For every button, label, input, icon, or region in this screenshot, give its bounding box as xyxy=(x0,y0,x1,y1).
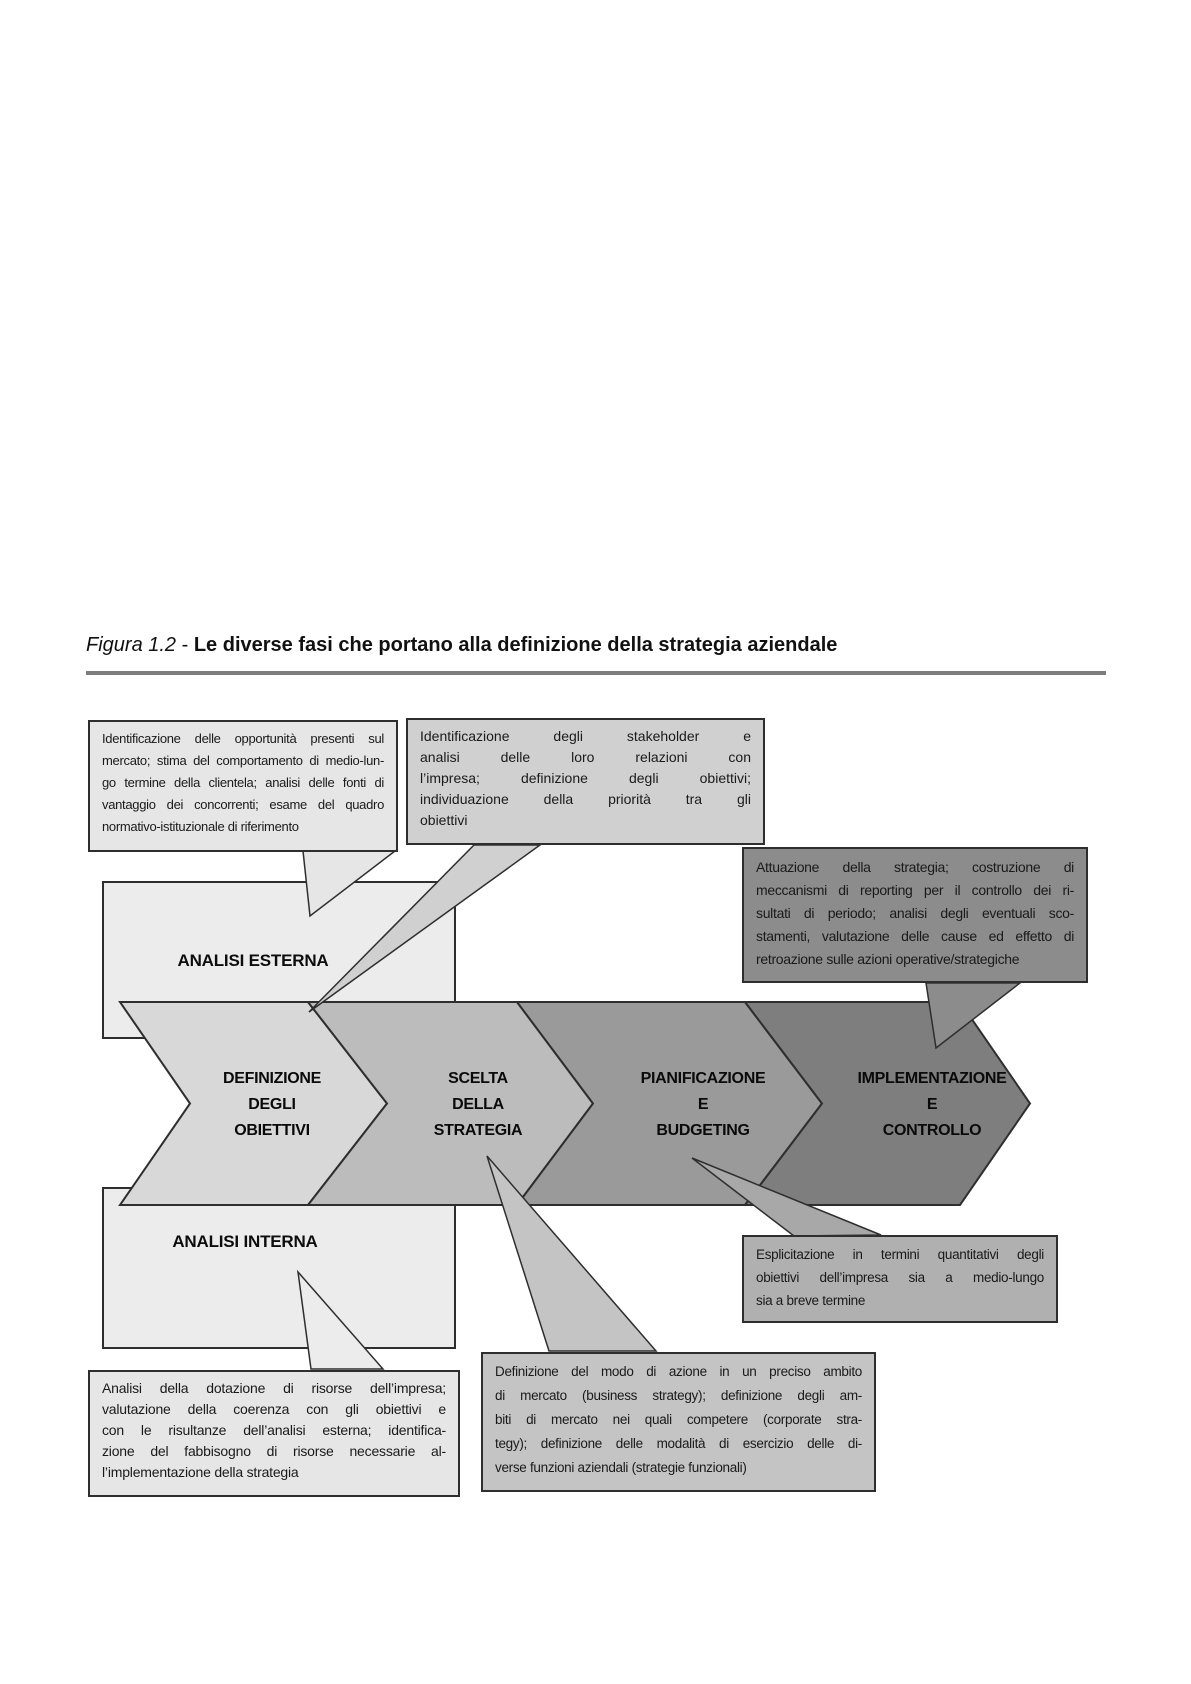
phase-label-implementazione-controllo xyxy=(812,1066,1052,1144)
callout-line: vantaggio dei concorrenti; esame del quadro xyxy=(102,797,384,812)
callout-implementation-control xyxy=(742,847,1088,983)
callout-line: biti di mercato nei quali competere (corporate stra- xyxy=(495,1412,862,1427)
callout-line: con le risultanze dell’analisi esterna; identifica- xyxy=(102,1422,446,1438)
callout-line: stamenti, valutazione delle cause ed effetto di xyxy=(756,928,1074,944)
callout-line: individuazione della priorità tra gli xyxy=(420,791,751,807)
callout-line: valutazione della coerenza con gli obiettivi e xyxy=(102,1401,446,1417)
callout-line: Definizione del modo di azione in un preciso ambito xyxy=(495,1364,862,1379)
callout-line: tegy); definizione delle modalità di esercizio delle di- xyxy=(495,1436,862,1451)
callout-line: Esplicitazione in termini quantitativi degli xyxy=(756,1247,1044,1262)
phase-line: OBIETTIVI xyxy=(234,1122,310,1139)
callout-line: Identificazione delle opportunità presenti sul xyxy=(102,731,384,746)
callout-external-analysis xyxy=(88,720,398,852)
callout-line: Identificazione degli stakeholder e xyxy=(420,728,751,744)
phase-label-scelta-strategia xyxy=(358,1066,598,1144)
phase-line: STRATEGIA xyxy=(433,1122,523,1139)
phase-label-definizione-obiettivi xyxy=(152,1066,392,1144)
phase-line: DEFINIZIONE xyxy=(222,1070,322,1087)
phase-line: DEGLI xyxy=(248,1096,296,1113)
callout-line: di mercato (business strategy); definizione degli am- xyxy=(495,1388,862,1403)
figure-caption-separator: - xyxy=(176,634,194,656)
phase-line: E xyxy=(697,1096,709,1113)
figure-caption-title: Le diverse fasi che portano alla definizione della strategia aziendale xyxy=(193,634,838,656)
callout-line: verse funzioni aziendali (strategie funzionali) xyxy=(495,1460,747,1475)
callout-internal-resources xyxy=(88,1370,460,1497)
callout-stakeholders xyxy=(406,718,765,845)
internal-analysis-box xyxy=(103,1188,455,1348)
phase-line: IMPLEMENTAZIONE xyxy=(857,1070,1007,1087)
callout-line: zione del fabbisogno di risorse necessarie al- xyxy=(102,1443,446,1459)
callout-line: sultati di periodo; analisi degli eventuali sco- xyxy=(756,905,1074,921)
callout-line: retroazione sulle azioni operative/strategiche xyxy=(756,951,1020,967)
phase-line: CONTROLLO xyxy=(882,1122,982,1139)
figure-number: Figura 1.2 xyxy=(86,634,177,656)
callout-line: obiettivi xyxy=(420,812,468,828)
callout-quantitative-objectives xyxy=(742,1235,1058,1323)
phase-line: SCELTA xyxy=(448,1070,508,1087)
external-analysis-label: ANALISI ESTERNA xyxy=(177,951,329,970)
callout-line: normativo-istituzionale di riferimento xyxy=(102,819,299,834)
phase-line: BUDGETING xyxy=(656,1122,750,1139)
internal-analysis-label: ANALISI INTERNA xyxy=(172,1232,318,1251)
callout-line: meccanismi di reporting per il controllo dei ri- xyxy=(756,882,1074,898)
callout-line: analisi delle loro relazioni con xyxy=(420,749,751,765)
callout-line: Analisi della dotazione di risorse dell’impresa; xyxy=(102,1380,446,1396)
phase-line: DELLA xyxy=(452,1096,504,1113)
callout-line: obiettivi dell’impresa sia a medio-lungo xyxy=(756,1270,1044,1285)
phase-label-pianificazione-budgeting xyxy=(583,1066,823,1144)
callout-line: sia a breve termine xyxy=(756,1293,866,1308)
callout-line: go termine della clientela; analisi delle fonti di xyxy=(102,775,384,790)
callout-line: Attuazione della strategia; costruzione di xyxy=(756,859,1074,875)
callout-strategy-modes xyxy=(481,1352,876,1492)
callout-line: mercato; stima del comportamento di medio-lun- xyxy=(102,753,384,768)
phase-line: PIANIFICAZIONE xyxy=(640,1070,766,1087)
phase-line: E xyxy=(926,1096,938,1113)
callout-line: l’implementazione della strategia xyxy=(102,1464,299,1480)
callout-line: l’impresa; definizione degli obiettivi; xyxy=(420,770,751,786)
